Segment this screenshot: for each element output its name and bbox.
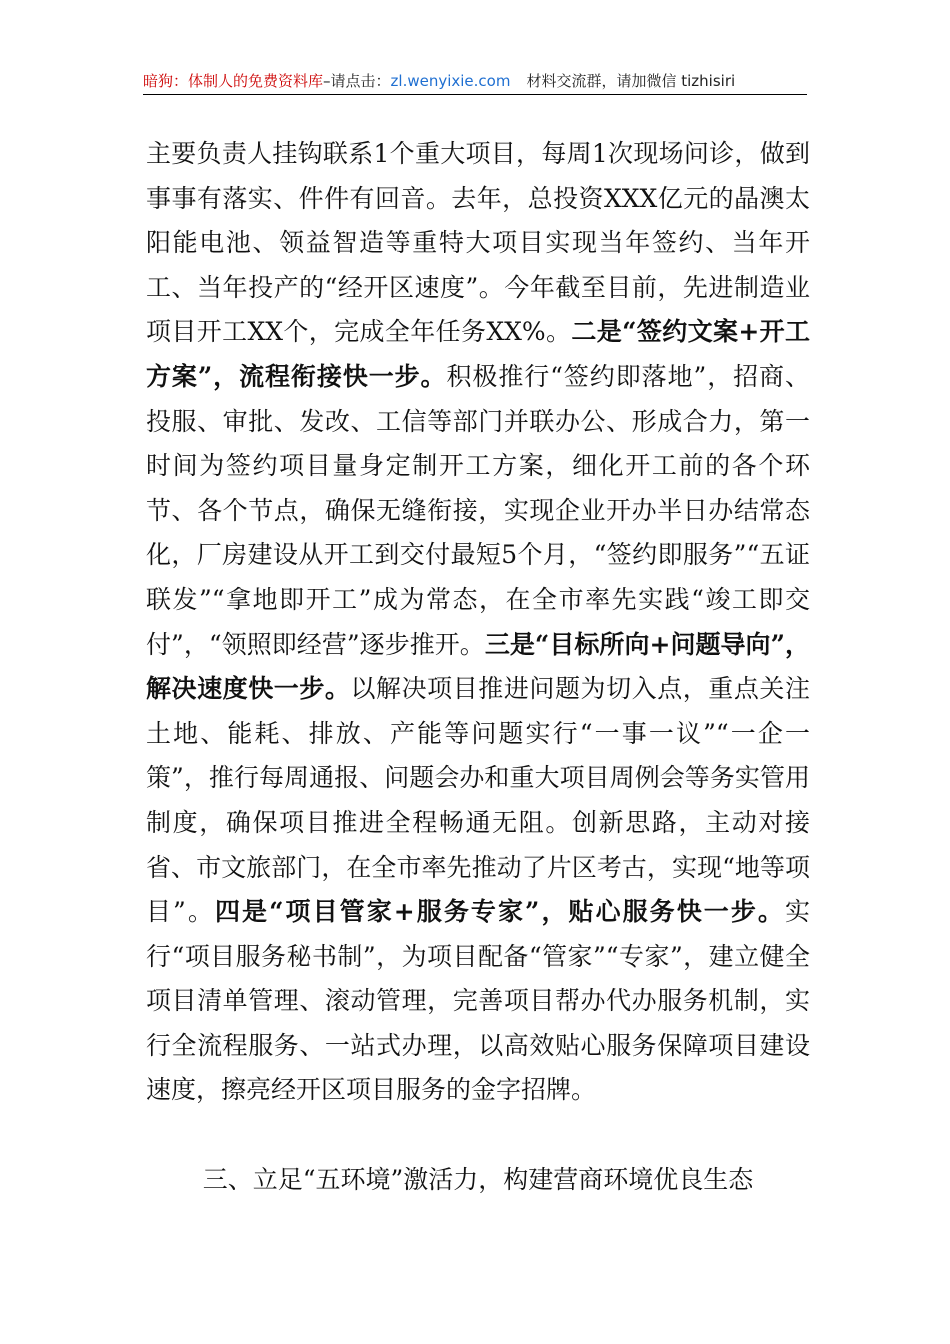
- paragraph-text-1: 主要负责人挂钩联系1个重大项目，每周1次现场问诊，做到事事有落实、件件有回音。去年，总投资XXX亿元的晶澳太阳能电池、领益智造等重特大项目实现当年签约、当年开工、当年投产的“经开区速度”。今年截至目前，先进制造业项目开工XX个，完成全年任务XX%。: [146, 139, 810, 347]
- point-four-heading: 四是“项目管家+服务专家”，贴心服务快一步。: [214, 897, 785, 927]
- paragraph-text-4: 实行“项目服务秘书制”，为项目配备“管家”“专家”，建立健全项目清单管理、滚动管理，完善项目帮办代办服务机制，实行全流程服务、一站式办理，以高效贴心服务保障项目建设速度，擦亮经开区项目服务的金字招牌。: [146, 897, 810, 1105]
- point-two-heading: 二是“签约文案+开工方案”，流程衔接快一步。: [146, 317, 811, 391]
- paragraph-text-2: 积极推行“签约即落地”，招商、投服、审批、发改、工信等部门并联办公、形成合力，第一时间为签约项目量身定制开工方案，细化开工前的各个环节、各个节点，确保无缝衔接，实现企业开办半日办结常态化，厂房建设从开工到交付最短5个月，“签约即服务”“五证联发”“拿地即开工”成为常态，在全市率先实践“竣工即交付”，“领照即经营”逐步推开。: [146, 361, 810, 659]
- header-brand: 暗狗：体制人的免费资料库: [143, 72, 324, 90]
- paragraph-text-3: 以解决项目推进问题为切入点，重点关注土地、能耗、排放、产能等问题实行“一事一议”“一企一策”，推行每周通报、问题会办和重大项目周例会等务实管用制度，确保项目推进全程畅通无阻。创新思路，主动对接省、市文旅部门，在全市率先推动了片区考古，实现“地等项目”。: [146, 674, 810, 927]
- page-header: [143, 68, 807, 95]
- section-heading: 三、立足“五环境”激活力，构建营商环境优良生态: [202, 1165, 754, 1194]
- header-wechat-note: 材料交流群，请加微信 tizhisiri: [526, 72, 736, 90]
- header-click-prompt: –请点击：: [323, 72, 391, 90]
- header-link[interactable]: zl.wenyixie.com: [390, 72, 511, 90]
- point-three-heading: 三是“目标所向+问题导向”，解决速度快一步。: [146, 629, 811, 704]
- body-paragraph: [146, 132, 810, 1113]
